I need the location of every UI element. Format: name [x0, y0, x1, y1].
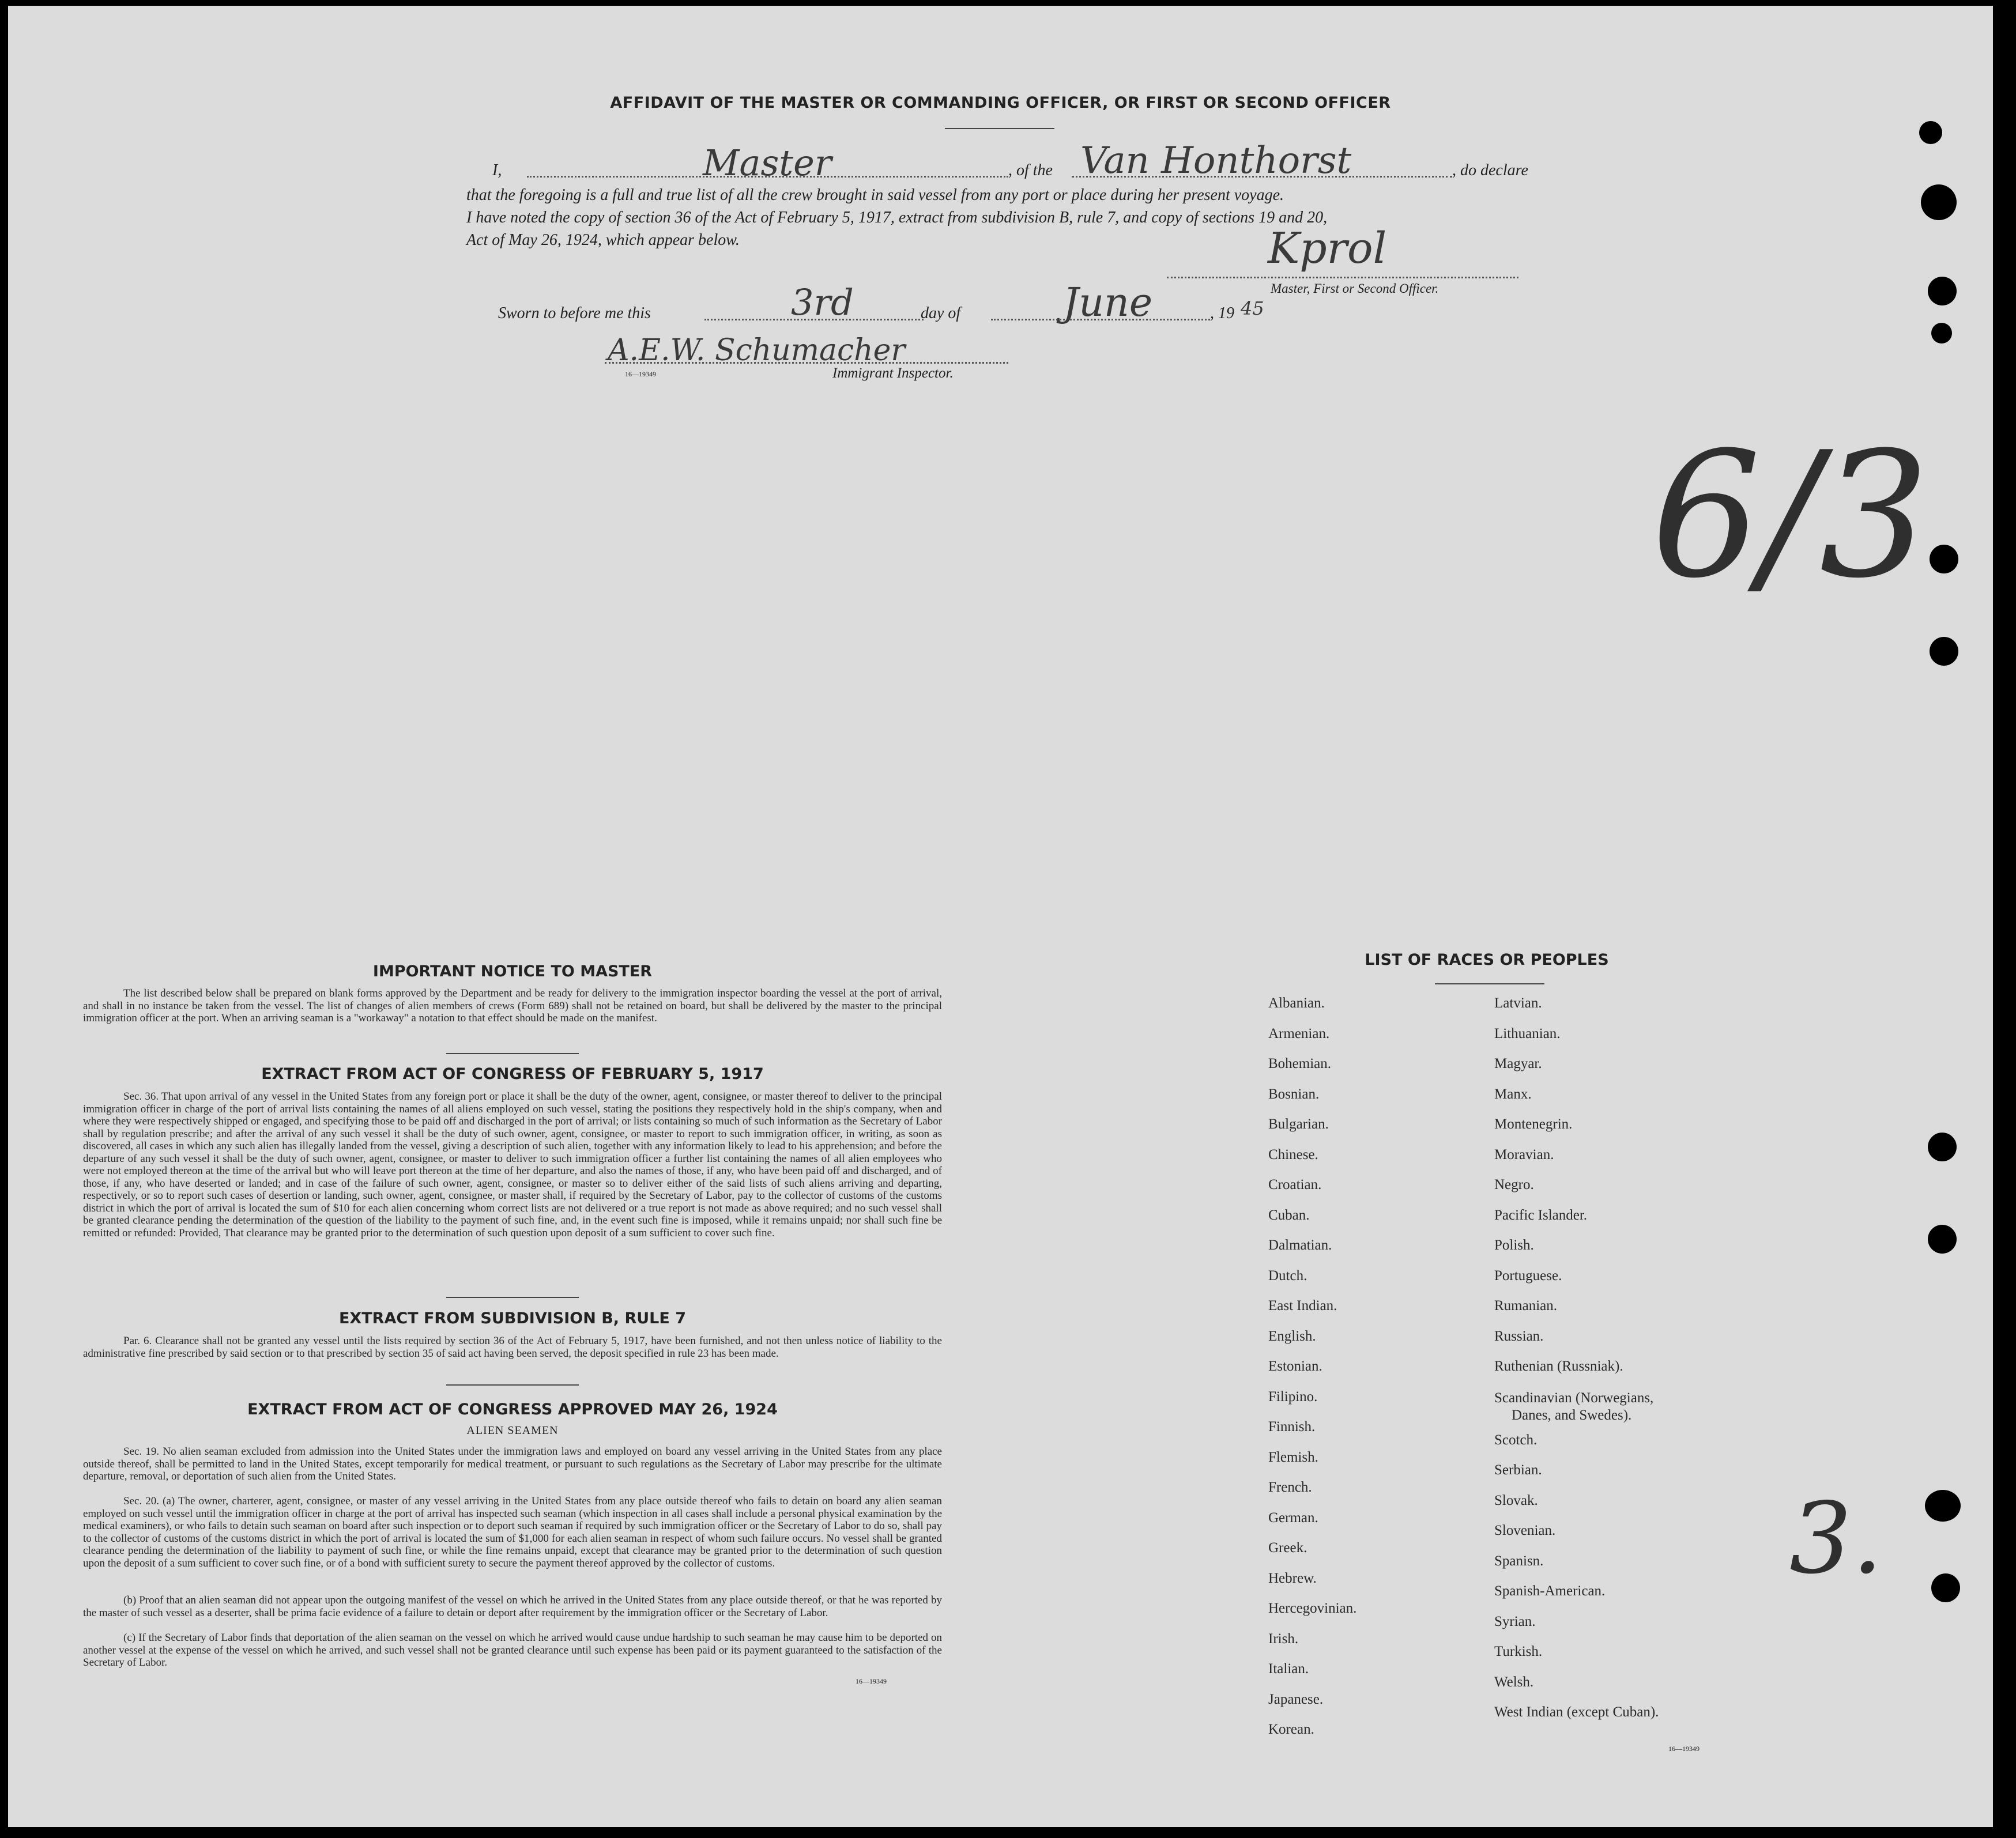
race-item: Welsh. — [1494, 1674, 1534, 1690]
binder-hole-7 — [1928, 1133, 1957, 1161]
affidavit-form-number: 16—19349 — [625, 370, 656, 378]
officer-signature-line — [1167, 277, 1518, 278]
races-form-number: 16—19349 — [1668, 1745, 1700, 1753]
notice-title: IMPORTANT NOTICE TO MASTER — [372, 963, 653, 980]
extract-1917-title: EXTRACT FROM ACT OF CONGRESS OF FEBRUARY 5, 1917 — [261, 1065, 764, 1083]
divider-1 — [446, 1053, 579, 1054]
race-item: Hercegovinian. — [1268, 1601, 1357, 1616]
race-item: Negro. — [1494, 1177, 1534, 1192]
race-item: Estonian. — [1268, 1358, 1322, 1374]
race-item-scandinavian — [1494, 1382, 1659, 1425]
race-item: Montenegrin. — [1494, 1116, 1573, 1132]
inspector-signature-line — [605, 362, 1008, 364]
race-item: Latvian. — [1494, 995, 1542, 1011]
affidavit-title: AFFIDAVIT OF THE MASTER OR COMMANDING OFFICER, OR FIRST OR SECOND OFFICER — [610, 94, 1391, 112]
affidavit-line4: Act of May 26, 1924, which appear below. — [466, 231, 740, 249]
race-item: Slovak. — [1494, 1492, 1538, 1508]
race-item: Turkish. — [1494, 1644, 1543, 1659]
of-the-label: , of the — [1008, 161, 1053, 179]
handwritten-page-mark: 3. — [1789, 1482, 1883, 1596]
race-item: Spanish-American. — [1494, 1583, 1606, 1599]
race-item: Syrian. — [1494, 1613, 1536, 1629]
race-item: Serbian. — [1494, 1462, 1542, 1478]
binder-hole-10 — [1931, 1573, 1960, 1602]
extract-1924-title: EXTRACT FROM ACT OF CONGRESS APPROVED MAY 26, 1924 — [247, 1401, 778, 1418]
race-item: French. — [1268, 1480, 1312, 1495]
binder-hole-8 — [1928, 1225, 1957, 1254]
year-prefix: , 19 — [1210, 304, 1234, 322]
inspector-signature: A.E.W. Schumacher — [608, 333, 906, 368]
sec19-body: Sec. 19. No alien seaman excluded from admission into the United States under the immigration laws and employed on board any vessel arriving in the United States from any place outside thereof, shall be permitted to land in the United States, except temporarily for medical treatment, or pursuant to such regulations as the Secretary of Labor may prescribe for the ultimate departure, removal, or deportation of such alien from the United States. — [83, 1446, 942, 1482]
race-item: Finnish. — [1268, 1419, 1316, 1435]
affidavit-i: I, — [492, 161, 502, 179]
do-declare-label: , do declare — [1452, 161, 1528, 179]
race-item: Lithuanian. — [1494, 1025, 1561, 1041]
divider-2 — [446, 1297, 579, 1298]
race-item: Irish. — [1268, 1631, 1299, 1647]
race-item: Dalmatian. — [1268, 1237, 1332, 1253]
sec20c-body: (c) If the Secretary of Labor finds that deportation of the alien seaman on the vessel on which he arrived would cause undue hardship to such seaman he may cause him to be deported on another vessel at the expense of the vessel on which he arrived, and such vessel shall not be granted clearance until such expense has been paid or its payment guaranteed to the satisfaction of the Secretary of Labor. — [83, 1632, 942, 1669]
race-item: West Indian (except Cuban). — [1494, 1704, 1659, 1720]
notice-body: The list described below shall be prepared on blank forms approved by the Department and be ready for delivery to the immigration inspector boarding the vessel at the port of arrival, and shall in no instance be taken from the vessel. The list of changes of alien members of crews (Form 689) shall not be retained on board, but shall be delivered by the master to the principal immigration officer at the port. When an arriving seaman is a "workaway" a notation to that effect should be made on the manifest. — [83, 987, 942, 1024]
race-item: Moravian. — [1494, 1146, 1554, 1163]
races-left-column — [1268, 988, 1356, 1745]
race-item: Slovenian. — [1494, 1523, 1556, 1538]
title-divider — [945, 128, 1054, 129]
race-item: Albanian. — [1268, 995, 1325, 1011]
race-item: Bohemian. — [1268, 1056, 1332, 1071]
sworn-day-handwritten: 3rd — [791, 281, 854, 323]
race-item: Italian. — [1268, 1661, 1309, 1677]
race-item: Dutch. — [1268, 1267, 1307, 1284]
binder-hole-9 — [1925, 1490, 1961, 1522]
race-item: Ruthenian (Russniak). — [1494, 1358, 1623, 1374]
extract-form-number: 16—19349 — [856, 1677, 887, 1685]
race-item: Bosnian. — [1268, 1086, 1320, 1102]
race-item: Hebrew. — [1268, 1570, 1317, 1586]
sworn-month-handwritten: June — [1063, 280, 1153, 326]
race-item: Polish. — [1494, 1237, 1534, 1253]
race-item: Greek. — [1268, 1540, 1307, 1556]
binder-hole-1 — [1919, 121, 1942, 144]
race-item: Chinese. — [1268, 1146, 1318, 1163]
officer-caption: Master, First or Second Officer. — [1271, 281, 1439, 296]
year-handwritten: 45 — [1241, 297, 1264, 319]
race-item: Magyar. — [1494, 1056, 1542, 1071]
binder-hole-5 — [1930, 545, 1958, 573]
binder-hole-4 — [1931, 323, 1952, 344]
affidavit-line2: that the foregoing is a full and true list of all the crew brought in said vessel from any port or place during her present voyage. — [466, 186, 1284, 204]
inspector-caption: Immigrant Inspector. — [832, 365, 954, 381]
race-item: Filipino. — [1268, 1388, 1318, 1405]
rule7-title: EXTRACT FROM SUBDIVISION B, RULE 7 — [338, 1309, 687, 1327]
vessel-name-handwritten: Van Honthorst — [1080, 139, 1352, 182]
binder-hole-3 — [1928, 277, 1957, 305]
races-divider — [1435, 983, 1544, 984]
race-item: Korean. — [1268, 1722, 1314, 1737]
races-right-column — [1494, 988, 1659, 1728]
race-item: Danes, and Swedes). — [1512, 1407, 1632, 1423]
manifest-page — [8, 6, 1993, 1827]
rule7-body: Par. 6. Clearance shall not be granted any vessel until the lists required by section 36 of the Act of February 5, 1917, have been furnished, and not then unless notice of liability to the administrative fine prescribed by said section or to that prescribed by section 35 of said act having been served, the deposit specified in rule 23 has been made. — [83, 1335, 942, 1360]
extract-1917-body: Sec. 36. That upon arrival of any vessel in the United States from any foreign port or place it shall be the duty of the owner, agent, consignee, or master thereof to deliver to the principal immigration officer in charge of the port of arrival lists containing the names of all aliens employed on such vessel, stating the positions they respectively hold in the ship's company, when and where they were respectively shipped or engaged, and specifying those to be paid off and discharged in the port of arrival; or lists containing so much of such information as the Secretary of Labor shall by regulation prescribe; and after the arrival of any such vessel it shall be the duty of such owner, agent, consignee, or master to report to such immigration officer, in writing, as soon as discovered, all cases in which any such alien has illegally landed from the vessel, giving a description of such alien, together with any information likely to lead to his apprehension; and before the departure of any such vessel it shall be the duty of such owner, agent, consignee, or master to deliver to such immigration officer a further list containing the names of all alien employees who were not employed thereon at the time of the arrival but who will leave port thereon at the time of her departure, and also the names of those, if any, who have been paid off and discharged, and of those, if any, who have deserted or landed; and in case of the failure of such owner, agent, consignee, or master so to deliver either of the said lists of such aliens arriving and departing, respectively, or so to report such cases of desertion or landing, such owner, agent, consignee, or master shall, if required by the Secretary of Labor, pay to the collector of customs of the customs district in which the port of arrival is located the sum of $10 for each alien concerning whom correct lists are not delivered or a true report is not made as above required; and no such vessel shall be granted clearance pending the determination of the question of the liability to the payment of such fine, and, in the event such fine is imposed, while it remains unpaid; nor shall such fine be remitted or refunded: Provided, That clearance may be granted prior to the determination of such question upon deposit of a sum sufficient to cover such fine. — [83, 1090, 942, 1239]
affidavit-line3: I have noted the copy of section 36 of the Act of February 5, 1917, extract from subdivision B, rule 7, and copy of sections 19 and 20, — [466, 209, 1328, 227]
officer-signature: Kprol — [1268, 224, 1387, 273]
race-item: English. — [1268, 1328, 1316, 1344]
race-item: Portuguese. — [1494, 1267, 1562, 1284]
race-item: Bulgarian. — [1268, 1116, 1329, 1132]
race-item: Pacific Islander. — [1494, 1207, 1588, 1223]
sec20a-body: Sec. 20. (a) The owner, charterer, agent, consignee, or master of any vessel arriving in the United States from any place outside thereof who fails to detain on board any alien seaman employed on such vessel until the immigration officer in charge at the port of arrival has inspected such seaman (which inspection in all cases shall include a personal physical examination by the medical examiners), or who fails to detain such seaman on board after such inspection or to deport such seaman if required by such immigration officer or the Secretary of Labor to do so, shall pay to the collector of customs of the customs district in which the port of arrival is located the sum of $1,000 for each alien seaman in respect of whom such failure occurs. No vessel shall be granted clearance pending the determination of the liability to payment of such fine, or while the fine remains unpaid, except that clearance may be granted prior to the determination of such question upon the deposit of a sum sufficient to cover such fine, or of a bond with sufficient surety to secure the payment thereof approved by the collector of customs. — [83, 1495, 942, 1569]
race-item: Croatian. — [1268, 1177, 1322, 1192]
binder-hole-2 — [1921, 184, 1957, 220]
alien-seamen-subtitle: ALIEN SEAMEN — [466, 1424, 559, 1437]
race-item: Japanese. — [1268, 1691, 1324, 1707]
race-item: Scotch. — [1494, 1432, 1538, 1448]
races-title: LIST OF RACES OR PEOPLES — [1365, 951, 1609, 969]
master-handwritten: Master — [703, 142, 832, 184]
race-item: Scandinavian (Norwegians, — [1494, 1390, 1654, 1406]
race-item: Russian. — [1494, 1328, 1544, 1344]
sec20b-body: (b) Proof that an alien seaman did not appear upon the outgoing manifest of the vessel on which he arrived in the United States from any place outside thereof, or that he was reported by the master of such vessel as a deserter, shall be prima facie evidence of a failure to detain or deport after requirement by the immigration officer or the Secretary of Labor. — [83, 1594, 942, 1619]
race-item: Flemish. — [1268, 1449, 1318, 1465]
sworn-label: Sworn to before me this — [498, 304, 651, 322]
handwritten-fraction: 6/3 — [1651, 415, 1930, 616]
race-item: Rumanian. — [1494, 1298, 1558, 1314]
race-item: East Indian. — [1268, 1298, 1337, 1314]
day-of-label: day of — [921, 304, 961, 322]
race-item: Spanisn. — [1494, 1553, 1544, 1569]
race-item: Manx. — [1494, 1086, 1532, 1102]
binder-hole-6 — [1930, 637, 1958, 666]
race-item: German. — [1268, 1509, 1318, 1526]
race-item: Cuban. — [1268, 1207, 1310, 1223]
divider-3 — [446, 1384, 579, 1386]
race-item: Armenian. — [1268, 1025, 1330, 1041]
